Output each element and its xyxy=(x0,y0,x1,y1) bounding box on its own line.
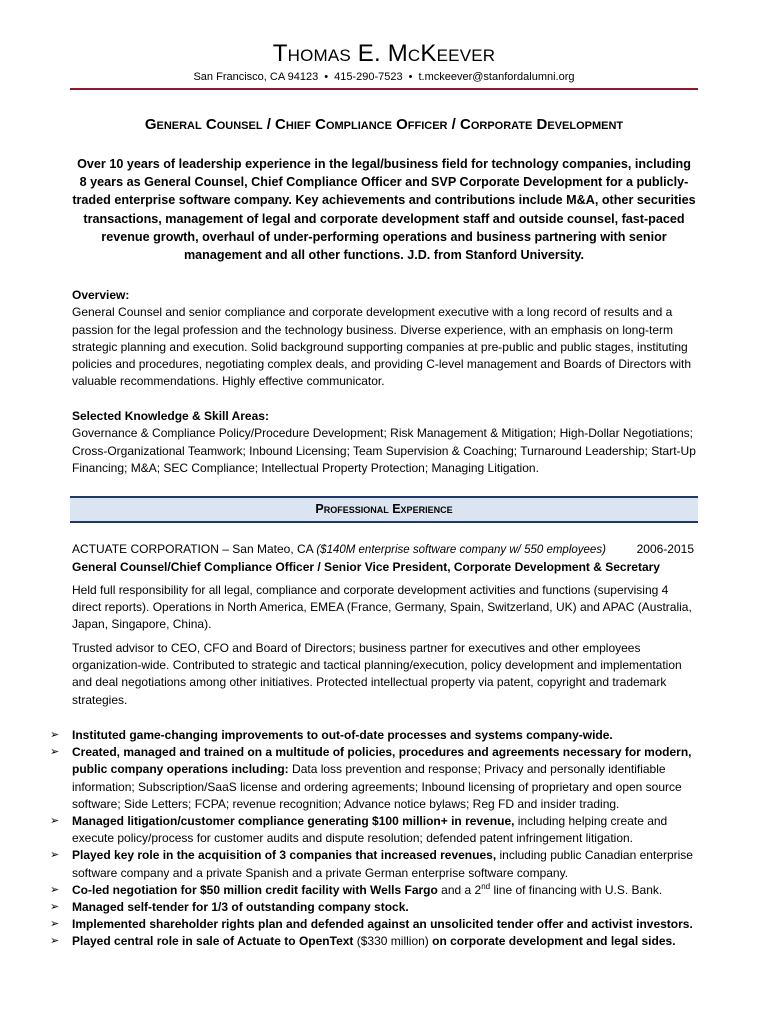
skills-section xyxy=(72,408,698,477)
contact-separator: • xyxy=(408,71,413,83)
arrow-bullet-icon: ➢ xyxy=(50,729,60,741)
contact-email[interactable]: t.mckeever@stanfordalumni.org xyxy=(418,71,575,83)
achievement-item xyxy=(50,813,700,847)
achievement-bold-text: Managed self-tender for 1/3 of outstanding company stock. xyxy=(72,900,409,915)
achievement-item xyxy=(50,727,700,744)
job-location: San Mateo, CA xyxy=(232,542,313,556)
arrow-bullet-icon: ➢ xyxy=(50,746,60,759)
arrow-bullet-icon: ➢ xyxy=(50,849,60,862)
skills-heading: Selected Knowledge & Skill Areas: xyxy=(72,409,269,423)
achievement-detail-text: and a 2 xyxy=(437,882,482,897)
arrow-bullet-icon: ➢ xyxy=(50,935,60,948)
contact-separator: • xyxy=(324,71,329,83)
arrow-bullet-icon: ➢ xyxy=(50,815,60,828)
summary-paragraph: Over 10 years of leadership experience in the legal/business field for technology companies, including 8 years as General Counsel, Chief Compliance Officer and SVP Corporate Development for a publicly-traded enterprise software company. Key achievements and contributions include M&A, other securities transactions, management of legal and corporate development staff and outside counsel, fast-paced revenue growth, overhaul of under-performing operations and business partnering with senior management and all other functions. J.D. from Stanford University. xyxy=(72,157,696,263)
job-paragraph-2: Trusted advisor to CEO, CFO and Board of Directors; business partner for executives and other employees organization-wide. Contributed to strategic and tactical planning/execution, policy development and implementation and deal negotiations among other initiatives. Protected intellectual property via patent, copyright and trademark strategies. xyxy=(72,641,682,707)
ordinal-superscript: nd xyxy=(481,881,491,891)
arrow-bullet-icon: ➢ xyxy=(50,883,60,896)
achievement-detail-text: Data loss prevention and response; Privacy and personally identifiable information; Subscription/SaaS license and ordering agreements; Inbound licensing of proprietary and open source software; Side Letters; FCPA; revenue recognition; Advance notice bylaws; Reg FD and insider trading. xyxy=(72,762,682,811)
achievement-item xyxy=(50,916,700,933)
achievement-bold-text: Played key role in the acquisition of 3 companies that increased revenues, xyxy=(72,848,497,863)
job-paragraph-1: Held full responsibility for all legal, compliance and corporate development activities and functions (supervising 4 direct reports). Operations in North America, EMEA (France, Germany, Spain, Switzerland, UK) and APAC (Australia, Japan, Singapore, China). xyxy=(72,583,692,632)
achievement-detail-text: on corporate development and legal sides. xyxy=(428,934,676,949)
skills-text: Governance & Compliance Policy/Procedure Development; Risk Management & Mitigation; High-Dollar Negotiations; Cross-Organizational Teamwork; Inbound Licensing; Team Supervision & Coaching; Turnaround Leadership; Start-Up Financing; M&A; SEC Compliance; Intellectual Property Protection; Managing Litigation. xyxy=(72,426,696,475)
overview-heading: Overview: xyxy=(72,288,130,302)
experience-section-banner: Professional Experience xyxy=(70,496,698,523)
achievement-item xyxy=(50,933,700,950)
achievement-detail-text: ($330 million) xyxy=(353,934,429,949)
achievement-list xyxy=(50,727,700,951)
overview-text: General Counsel and senior compliance and corporate development executive with a long record of results and a passion for the legal profession and the technology business. Diverse experience, with an emphasis on long-term strategic planning and execution. Solid background supporting companies at pre-public and public stages, instituting policies and procedures, negotiating complex deals, and providing C-level management and Boards of Directors with valuable recommendations. Highly effective communicator. xyxy=(72,305,692,389)
overview-section xyxy=(72,287,698,391)
achievement-bold-text: Co-led negotiation for $50 million credit facility with Wells Fargo xyxy=(72,882,438,897)
achievement-bold-text: Instituted game-changing improvements to out-of-date processes and systems company-wide. xyxy=(72,728,613,742)
job-dash: – xyxy=(222,542,229,556)
arrow-bullet-icon: ➢ xyxy=(50,918,60,931)
job-title: General Counsel/Chief Compliance Officer / Senior Vice President, Corporate Development & Secretary xyxy=(72,560,660,574)
contact-line xyxy=(0,71,768,83)
job-header xyxy=(72,542,694,556)
achievement-item xyxy=(50,882,700,899)
achievement-detail-text: including public Canadian enterprise software company and a private Spanish and a private German enterprise software company. xyxy=(72,848,693,880)
achievement-bold-text: Played central role in sale of Actuate to OpenText xyxy=(72,934,354,949)
achievement-item xyxy=(50,847,700,881)
achievement-bold-text: Implemented shareholder rights plan and defended against an unsolicited tender offer and activist investors. xyxy=(72,917,693,932)
achievement-detail-text: line of financing with U.S. Bank. xyxy=(490,882,663,897)
arrow-bullet-icon: ➢ xyxy=(50,901,60,914)
achievement-bold-text: Created, managed and trained on a multitude of policies, procedures and agreements necessary for modern, public company operations including: xyxy=(72,745,692,777)
achievement-detail-text: including helping create and execute policy/process for customer audits and dispute resolution; defended patent infringement litigation. xyxy=(72,814,668,846)
contact-city: San Francisco, CA 94123 xyxy=(193,71,319,83)
achievement-item xyxy=(50,899,700,916)
job-description: ($140M enterprise software company w/ 550 employees) xyxy=(316,544,606,556)
header-divider xyxy=(70,88,698,90)
candidate-name: Thomas E. McKeever xyxy=(272,40,496,67)
headline-title: General Counsel / Chief Compliance Officer / Corporate Development xyxy=(144,116,624,133)
contact-phone: 415-290-7523 xyxy=(334,71,403,83)
job-company: ACTUATE CORPORATION xyxy=(72,542,219,556)
job-years: 2006-2015 xyxy=(636,542,694,556)
achievement-item xyxy=(50,744,700,813)
achievement-bold-text: Managed litigation/customer compliance generating $100 million+ in revenue, xyxy=(72,814,515,829)
